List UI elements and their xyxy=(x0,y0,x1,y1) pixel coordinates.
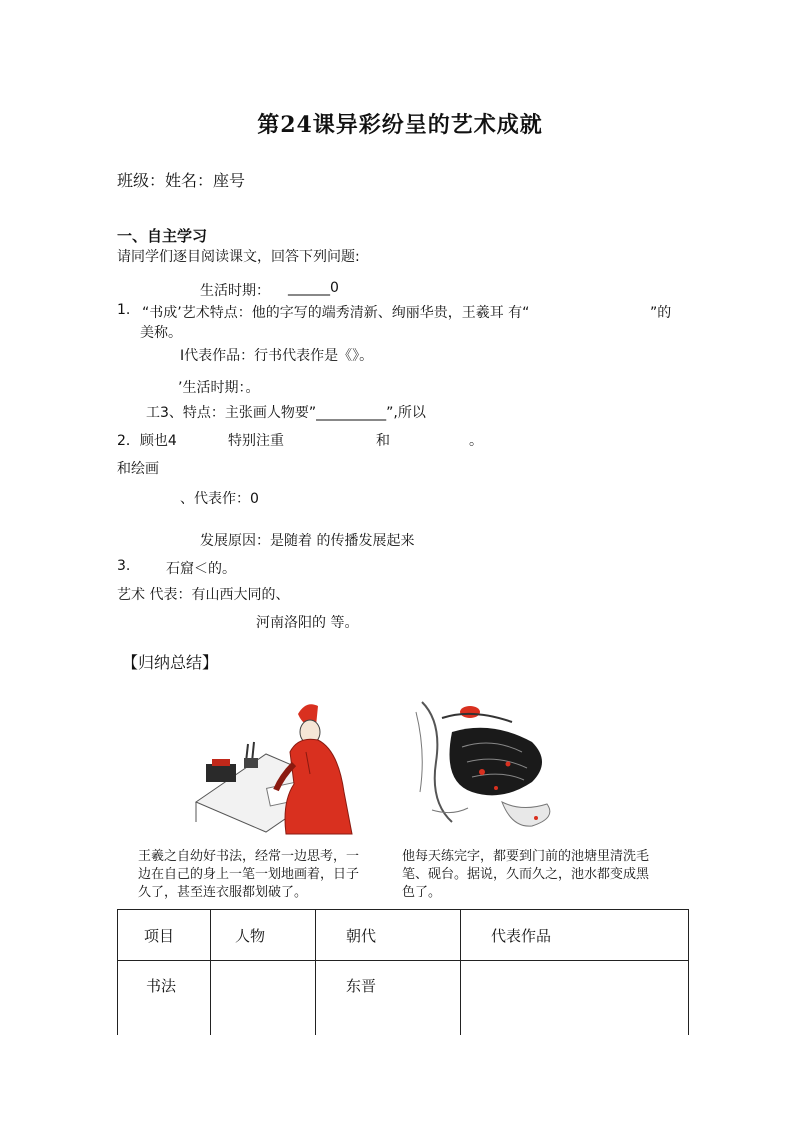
q1-life-period: 生活时期： xyxy=(200,283,270,299)
q1-number: 1. xyxy=(117,302,131,318)
q2-line-a: 2．顾也4 xyxy=(117,433,177,449)
header-cell-dynasty: 朝代 xyxy=(316,910,461,961)
q3-grotto: 石窟＜的。 xyxy=(166,561,236,577)
cell-project: 书法 xyxy=(118,961,211,1036)
q3-works: 、代表作：0 xyxy=(180,491,259,507)
cell-person xyxy=(211,961,316,1036)
q2-painting: 和绘画 xyxy=(117,461,159,477)
summary-table xyxy=(117,909,689,1035)
q2-feature: 工3、特点：主张画人物要”__________”,所以 xyxy=(146,405,426,421)
q1-feature-line: “书成’艺术特点：他的字写的端秀清新、绚丽华贵，王羲耳 有“ xyxy=(142,305,530,321)
cell-dynasty: 东晋 xyxy=(316,961,461,1036)
ink-pond-illustration xyxy=(412,692,562,834)
page-title: 第24课异彩纷呈的艺术成就 xyxy=(257,112,543,138)
table-row xyxy=(118,961,689,1036)
header-cell-project: 项目 xyxy=(118,910,211,961)
q2-line-c: 和 xyxy=(376,433,390,449)
section-heading: 一、自主学习 xyxy=(117,227,208,245)
q1-life-period-blank: ______0 xyxy=(288,280,339,296)
right-caption: 他每天练完字，都要到门前的池塘里清洗毛笔、砚台。据说，久而久之，池水都变成黑色了。 xyxy=(402,849,650,900)
instruction-text: 请同学们逐目阅读课文，回答下列问题: xyxy=(117,249,360,265)
q3-henan: 河南洛阳的 等。 xyxy=(256,615,359,631)
q3-art: 艺术 代表：有山西大同的、 xyxy=(117,587,290,603)
student-info: 班级：姓名：座号 xyxy=(117,171,246,190)
q2-life-period: ’生活时期：。 xyxy=(178,380,260,396)
left-caption: 王羲之自幼好书法，经常一边思考，一边在自己的身上一笔一划地画着，日子久了，甚至连衣服都划破了。 xyxy=(138,849,360,900)
q3-number: 3. xyxy=(117,558,131,574)
table-header-row xyxy=(118,910,689,961)
q1-works: I代表作品：行书代表作是《》。 xyxy=(180,348,374,364)
cell-works xyxy=(461,961,689,1036)
wang-xizhi-writing-illustration xyxy=(186,692,366,837)
q1-feature-line-end: ”的 xyxy=(650,305,672,321)
header-cell-works: 代表作品 xyxy=(461,910,689,961)
summary-heading: 【归纳总结】 xyxy=(122,653,219,672)
q3-reason: 发展原因：是随着 的传播发展起来 xyxy=(200,533,415,549)
q2-line-b: 特别注重 xyxy=(228,433,284,449)
q1-feature-line2: 美称。 xyxy=(140,325,182,341)
q2-line-d: 。 xyxy=(469,433,483,449)
header-cell-person: 人物 xyxy=(211,910,316,961)
